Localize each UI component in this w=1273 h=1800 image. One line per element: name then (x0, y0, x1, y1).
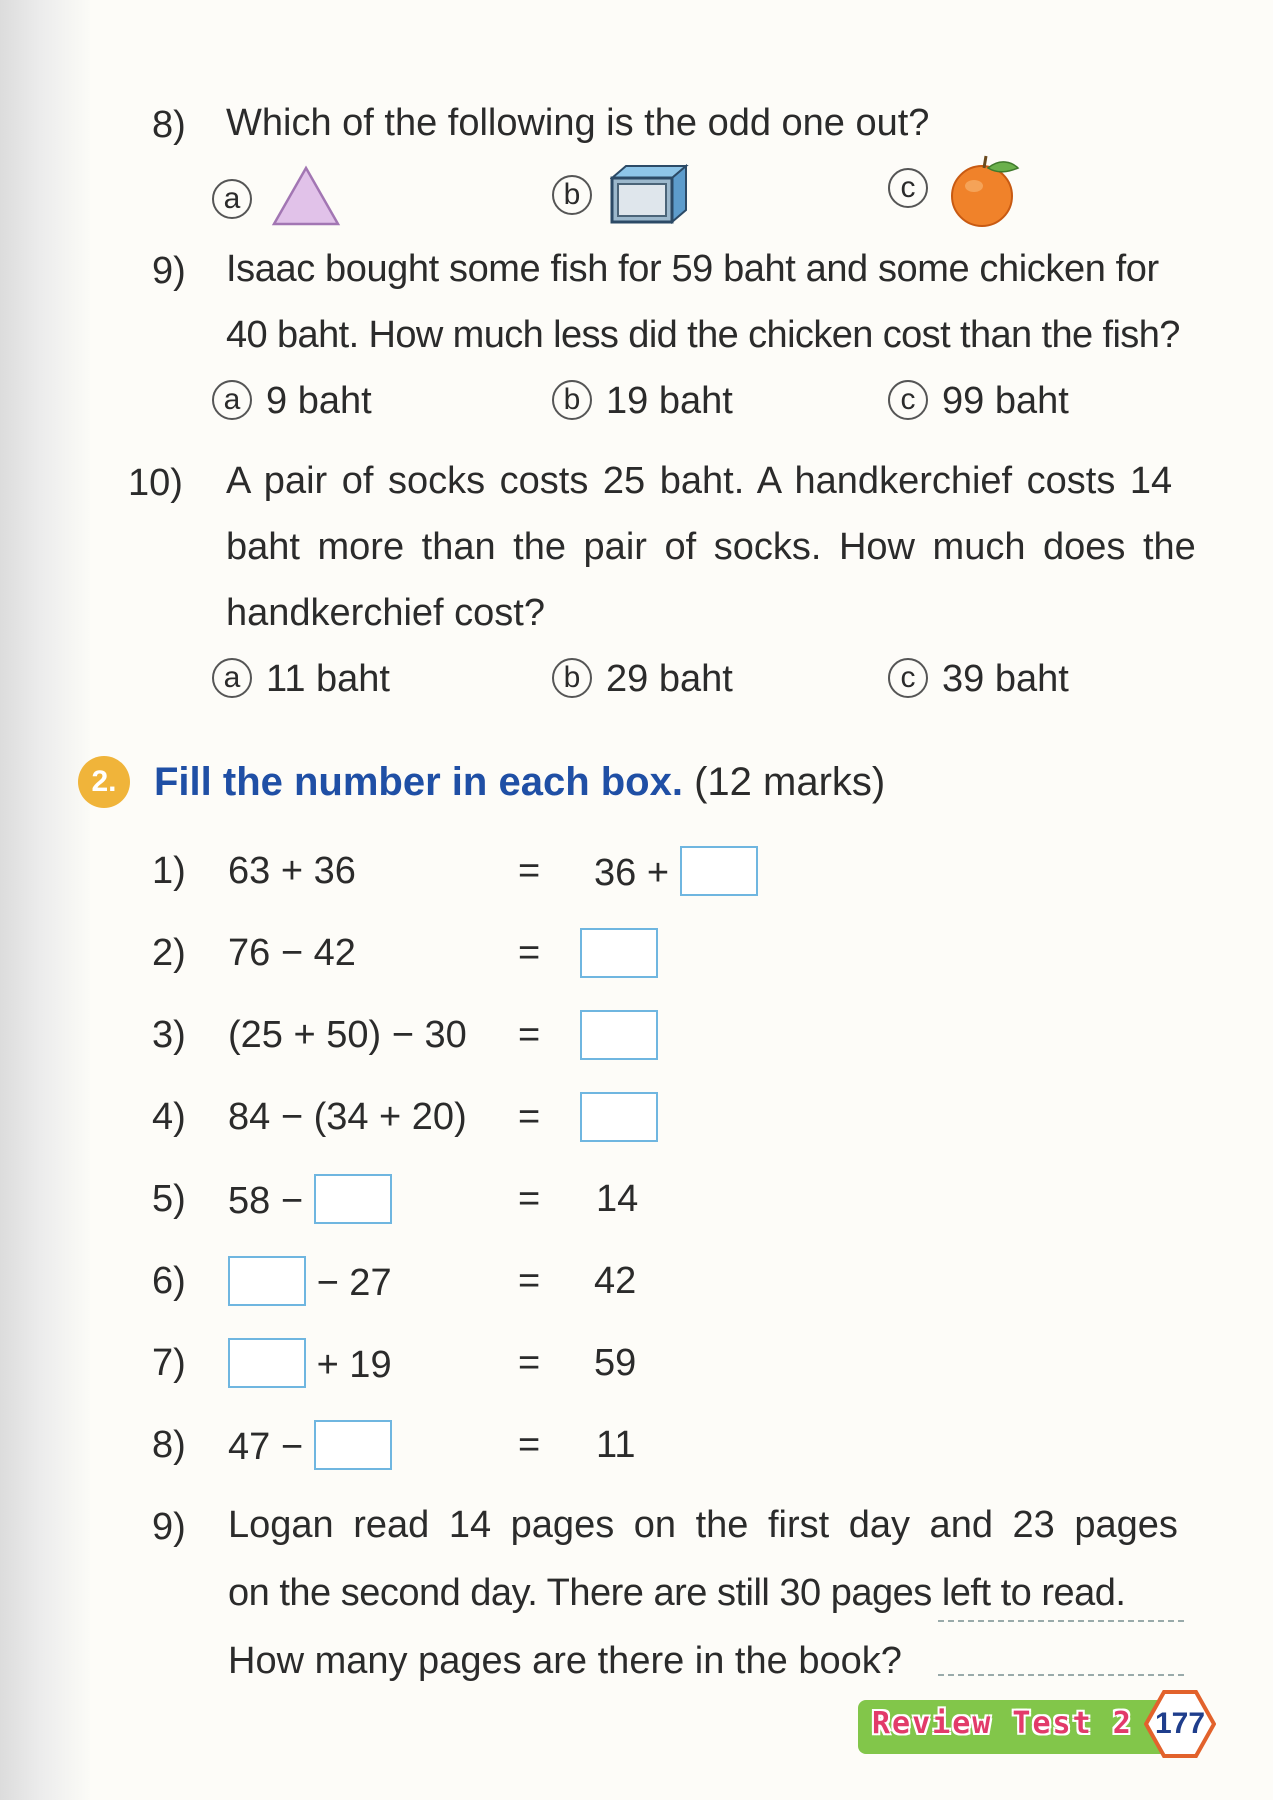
option-b[interactable] (552, 166, 692, 230)
option-c[interactable] (888, 380, 1069, 423)
question-text-line: Logan read 14 pages on the first day and 23 pages (228, 1504, 1178, 1546)
option-text: 29 baht (606, 658, 733, 700)
answer-box[interactable] (580, 1092, 658, 1142)
option-c[interactable] (888, 658, 1069, 701)
equals-sign: = (518, 1342, 541, 1384)
question-text-line: Isaac bought some fish for 59 baht and some chicken for (226, 248, 1159, 290)
equation-number: 2) (152, 932, 186, 974)
equals-sign: = (518, 1178, 541, 1220)
triangle-icon (270, 164, 342, 228)
equals-sign: = (518, 932, 541, 974)
question-text-line: A pair of socks costs 25 baht. A handkerchief costs 14 (226, 460, 1173, 502)
option-text: 39 baht (942, 658, 1069, 700)
option-a[interactable] (212, 170, 342, 234)
equals-sign: = (518, 850, 541, 892)
answer-box[interactable] (314, 1420, 392, 1470)
question-text-line: on the second day. There are still 30 pages left to read. (228, 1572, 1126, 1614)
equation-number: 4) (152, 1096, 186, 1138)
option-letter: a (212, 658, 252, 698)
option-a[interactable] (212, 658, 390, 701)
equation-left: (25 + 50) − 30 (228, 1014, 467, 1056)
question-text-line: handkerchief cost? (226, 592, 545, 634)
equals-sign: = (518, 1096, 541, 1138)
equation-left: 47 − (228, 1424, 392, 1474)
section-title-text: Fill the number in each box. (154, 760, 683, 804)
option-letter: a (212, 380, 252, 420)
equation-number: 1) (152, 850, 186, 892)
equation-left: 58 − (228, 1178, 392, 1228)
equation-number: 7) (152, 1342, 186, 1384)
option-letter: c (888, 380, 928, 420)
answer-box[interactable] (314, 1174, 392, 1224)
equation-left: 76 − 42 (228, 932, 356, 974)
equation-right: 59 (594, 1342, 637, 1384)
equals-sign: = (518, 1260, 541, 1302)
equation-right: 11 (596, 1424, 636, 1466)
book-binding-shadow (0, 0, 90, 1800)
option-b[interactable] (552, 380, 733, 423)
answer-box[interactable] (228, 1338, 306, 1388)
equation-number: 3) (152, 1014, 186, 1056)
question-text-line: baht more than the pair of socks. How much does the (226, 526, 1196, 568)
option-text: 99 baht (942, 380, 1069, 422)
question-number: 9) (152, 250, 186, 292)
section-title (154, 760, 885, 805)
answer-box[interactable] (228, 1256, 306, 1306)
footer-label: Review Test 2 (872, 1706, 1133, 1741)
equation-right: 14 (596, 1178, 639, 1220)
equation-left: + 19 (228, 1342, 392, 1392)
page-number: 177 (1144, 1688, 1216, 1760)
option-letter: c (888, 658, 928, 698)
orange-fruit-icon (946, 150, 1028, 232)
section-badge: 2. (78, 756, 130, 808)
equation-left: − 27 (228, 1260, 392, 1310)
option-letter: a (212, 179, 252, 219)
section-marks: (12 marks) (694, 760, 886, 804)
question-number: 9) (152, 1506, 186, 1548)
equation-left: 84 − (34 + 20) (228, 1096, 467, 1138)
equation-right: 36 + (594, 850, 758, 900)
answer-box[interactable] (580, 928, 658, 978)
option-letter: b (552, 175, 592, 215)
option-a[interactable] (212, 380, 372, 423)
equals-sign: = (518, 1424, 541, 1466)
equation-right: 42 (594, 1260, 637, 1302)
equals-sign: = (518, 1014, 541, 1056)
option-c[interactable] (888, 150, 1028, 232)
question-text-line: 40 baht. How much less did the chicken cost than the fish? (226, 314, 1180, 356)
option-text: 9 baht (266, 380, 372, 422)
cube-icon (610, 160, 692, 224)
question-text: Which of the following is the odd one out? (226, 102, 930, 144)
question-number: 10) (128, 462, 183, 504)
option-letter: c (888, 168, 928, 208)
equation-number: 6) (152, 1260, 186, 1302)
option-letter: b (552, 658, 592, 698)
question-text-line: How many pages are there in the book? (228, 1640, 902, 1682)
answer-line[interactable] (938, 1674, 1184, 1676)
answer-box[interactable] (580, 1010, 658, 1060)
equation-number: 5) (152, 1178, 186, 1220)
answer-box[interactable] (680, 846, 758, 896)
question-number: 8) (152, 104, 186, 146)
option-text: 19 baht (606, 380, 733, 422)
option-b[interactable] (552, 658, 733, 701)
equation-number: 8) (152, 1424, 186, 1466)
equation-left: 63 + 36 (228, 850, 356, 892)
option-text: 11 baht (266, 658, 390, 700)
option-letter: b (552, 380, 592, 420)
answer-line[interactable] (938, 1620, 1184, 1622)
